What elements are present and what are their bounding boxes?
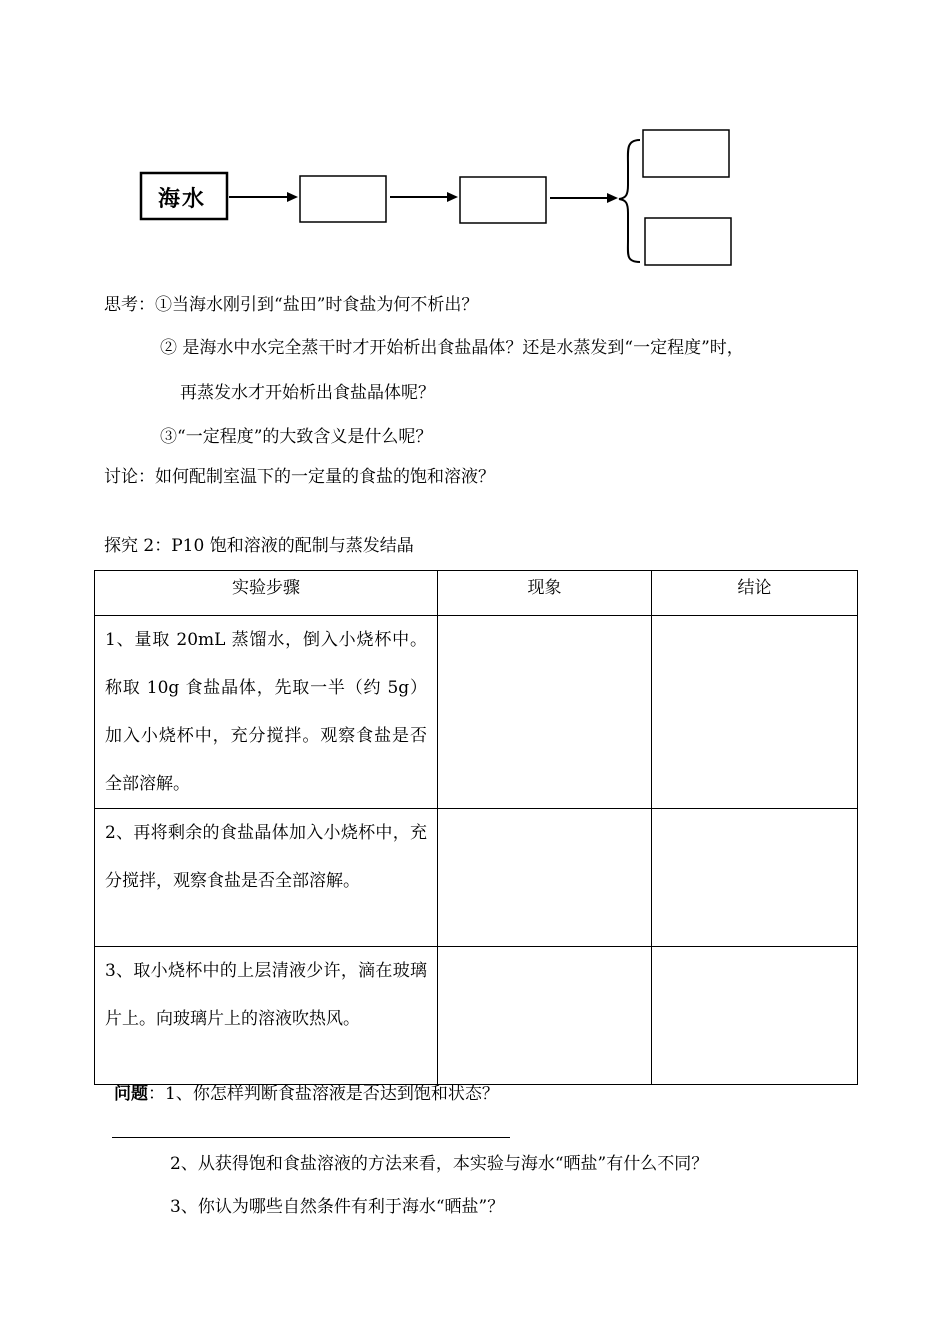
flow-arrowhead-3 xyxy=(607,193,618,203)
flow-box-output-1 xyxy=(643,130,729,177)
think-question-2-line-2: 再蒸发水才开始析出食盐晶体呢？ xyxy=(180,383,435,403)
table-row xyxy=(95,809,858,947)
conclusion-cell[interactable] xyxy=(652,947,858,1085)
flow-box-output-2 xyxy=(645,218,731,265)
think-label: 思考： xyxy=(104,295,155,315)
question-3: 3、你认为哪些自然条件有利于海水“晒盐”？ xyxy=(170,1197,505,1217)
phenomenon-cell[interactable] xyxy=(438,809,652,947)
table-row xyxy=(95,616,858,809)
flow-box-step-1 xyxy=(300,176,386,222)
discuss-line xyxy=(104,462,495,487)
discuss-text: 如何配制室温下的一定量的食盐的饱和溶液？ xyxy=(155,467,495,487)
flow-box-step-2 xyxy=(460,177,546,223)
step-cell: 1、量取 20mL 蒸馏水，倒入小烧杯中。称取 10g 食盐晶体，先取一半（约 5g）加入小烧杯中，充分搅拌。观察食盐是否全部溶解。 xyxy=(95,616,438,809)
questions-line-1 xyxy=(114,1079,499,1104)
explore-title: 探究 2：P10 饱和溶液的配制与蒸发结晶 xyxy=(104,536,414,556)
flow-arrowhead-1 xyxy=(287,192,298,202)
question-1: ：1、你怎样判断食盐溶液是否达到饱和状态？ xyxy=(148,1084,499,1104)
flow-arrowhead-2 xyxy=(447,192,458,202)
step-cell: 3、取小烧杯中的上层清液少许，滴在玻璃片上。向玻璃片上的溶液吹热风。 xyxy=(95,947,438,1085)
table-row xyxy=(95,947,858,1085)
discuss-label: 讨论： xyxy=(104,467,155,487)
flow-diagram xyxy=(0,0,950,280)
flow-label-seawater: 海水 xyxy=(158,187,207,212)
conclusion-cell[interactable] xyxy=(652,616,858,809)
experiment-table xyxy=(94,570,858,1085)
step-cell: 2、再将剩余的食盐晶体加入小烧杯中，充分搅拌，观察食盐是否全部溶解。 xyxy=(95,809,438,947)
think-question-1: ①当海水刚引到“盐田”时食盐为何不析出？ xyxy=(155,295,479,315)
answer-line[interactable] xyxy=(112,1137,510,1138)
header-phenomenon: 现象 xyxy=(438,571,652,616)
think-question-2-line-1: ② 是海水中水完全蒸干时才开始析出食盐晶体？还是水蒸发到“一定程度”时， xyxy=(160,338,744,358)
think-line-1 xyxy=(104,290,478,315)
questions-label: 问题 xyxy=(114,1084,148,1104)
conclusion-cell[interactable] xyxy=(652,809,858,947)
flow-brace xyxy=(619,140,640,262)
table-header-row xyxy=(95,571,858,616)
question-2: 2、从获得饱和食盐溶液的方法来看，本实验与海水“晒盐”有什么不同？ xyxy=(170,1154,709,1174)
think-question-3: ③“一定程度”的大致含义是什么呢？ xyxy=(160,427,433,447)
header-conclusion: 结论 xyxy=(652,571,858,616)
header-steps: 实验步骤 xyxy=(95,571,438,616)
phenomenon-cell[interactable] xyxy=(438,947,652,1085)
phenomenon-cell[interactable] xyxy=(438,616,652,809)
